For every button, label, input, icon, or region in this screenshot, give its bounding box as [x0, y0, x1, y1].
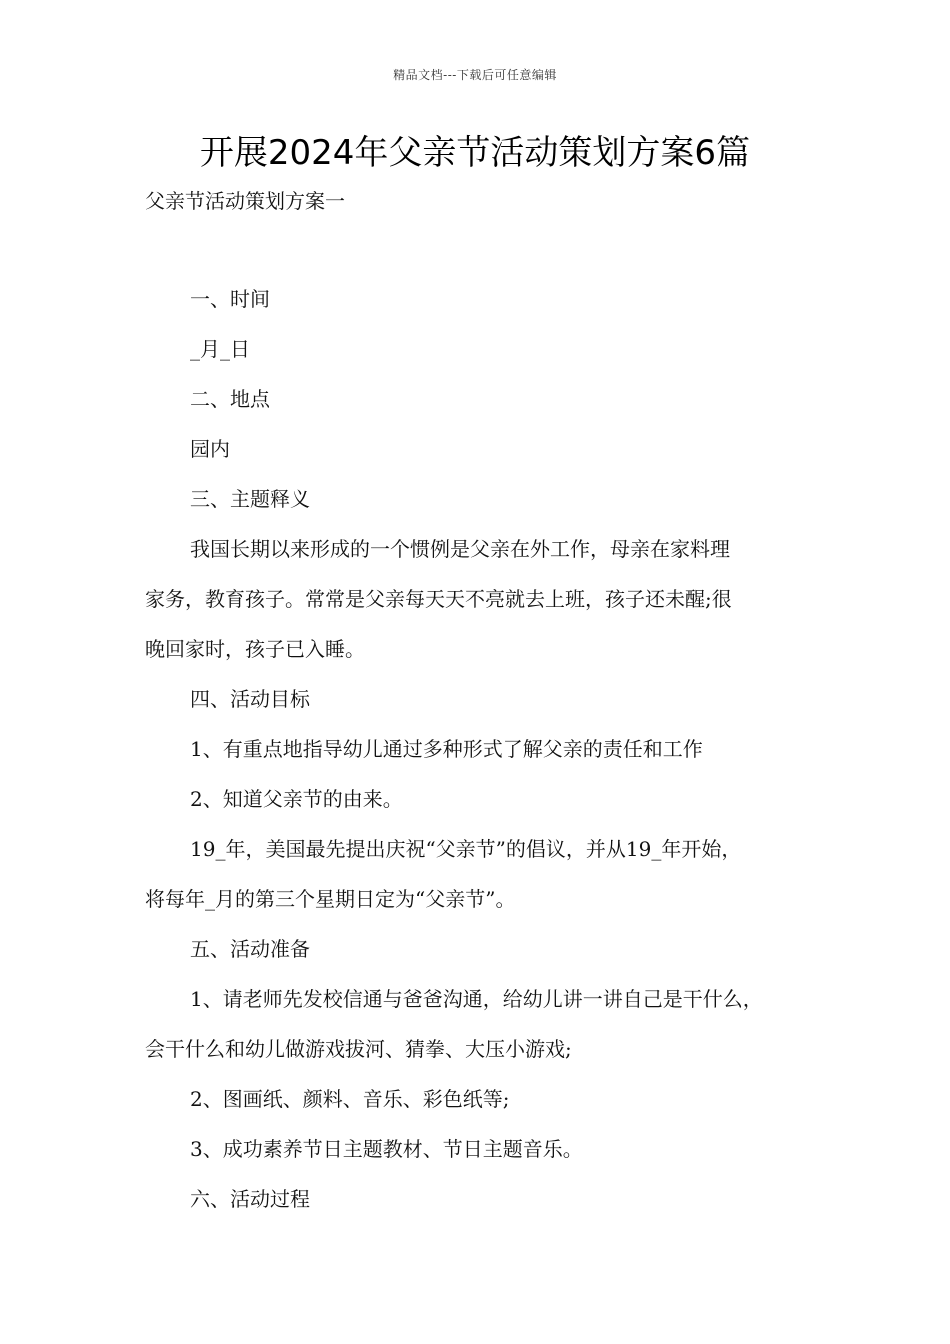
list-item: 2、知道父亲节的由来。: [190, 787, 403, 811]
document-title: 开展2024年父亲节活动策划方案6篇: [199, 133, 751, 173]
section-heading-goals: 四、活动目标: [190, 687, 310, 711]
list-item: 2、图画纸、颜料、音乐、彩色纸等;: [190, 1087, 510, 1111]
location-value: 园内: [190, 437, 230, 461]
list-item: 3、成功素养节日主题教材、节日主题音乐。: [190, 1137, 583, 1161]
document-subtitle: 父亲节活动策划方案一: [145, 189, 345, 213]
time-value: _月_日: [190, 337, 250, 361]
page-header-note: 精品文档---下载后可任意编辑: [393, 68, 557, 82]
paragraph-line: 19_年，美国最先提出庆祝“父亲节”的倡议，并从19_年开始，: [190, 837, 742, 861]
paragraph-line: 我国长期以来形成的一个惯例是父亲在外工作，母亲在家料理: [190, 537, 730, 561]
paragraph-line: 将每年_月的第三个星期日定为“父亲节”。: [145, 887, 516, 911]
paragraph-line: 会干什么和幼儿做游戏拔河、猜拳、大压小游戏;: [145, 1037, 572, 1061]
section-heading-theme: 三、主题释义: [190, 487, 310, 511]
list-item: 1、请老师先发校信通与爸爸沟通，给幼儿讲一讲自己是干什么，: [190, 987, 763, 1011]
section-heading-time: 一、时间: [190, 287, 270, 311]
list-item: 1、有重点地指导幼儿通过多种形式了解父亲的责任和工作: [190, 737, 703, 761]
section-heading-process: 六、活动过程: [190, 1187, 310, 1211]
paragraph-line: 晚回家时，孩子已入睡。: [145, 637, 365, 661]
section-heading-location: 二、地点: [190, 387, 270, 411]
section-heading-preparation: 五、活动准备: [190, 937, 310, 961]
paragraph-line: 家务，教育孩子。常常是父亲每天天不亮就去上班，孩子还未醒;很: [145, 587, 732, 611]
document-body: [145, 284, 815, 1234]
